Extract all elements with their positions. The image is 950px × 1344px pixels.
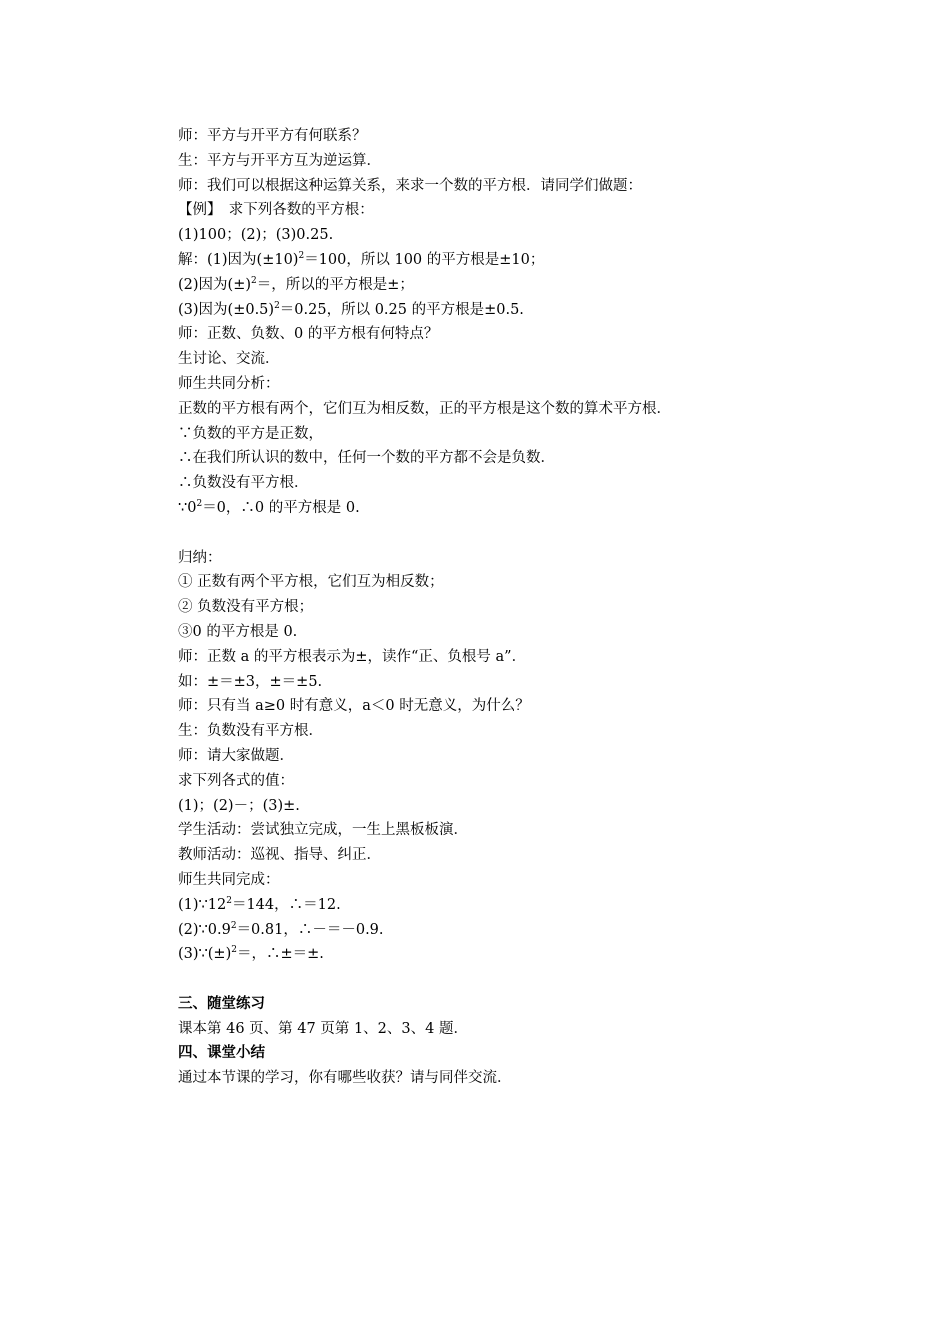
text-line	[178, 893, 798, 918]
text-segment: 解：(1)因为(±10)	[178, 251, 299, 268]
text-segment: (2)∵0.9	[178, 921, 231, 938]
text-line	[178, 942, 798, 967]
solution-line-2	[178, 273, 798, 298]
text-line: 师：我们可以根据这种运算关系，来求一个数的平方根．请同学们做题：	[178, 177, 642, 194]
text-line: 学生活动：尝试独立完成，一生上黑板板演．	[178, 822, 468, 839]
text-line: (1)；(2)－；(3)±.	[178, 797, 300, 814]
solution-line-1	[178, 248, 798, 273]
text-line: 教师活动：巡视、指导、纠正．	[178, 847, 381, 864]
text-segment: ∵0	[178, 499, 197, 516]
text-segment: ＝144，∴＝12.	[231, 896, 341, 913]
text-line: 生：负数没有平方根．	[178, 723, 323, 740]
summary-item: ① 正数有两个平方根，它们互为相反数；	[178, 574, 444, 591]
section-heading: 四、课堂小结	[178, 1044, 265, 1062]
text-line: 师：正数 a 的平方根表示为±，读作“正、负根号 a”．	[178, 648, 527, 665]
blank-line	[178, 967, 798, 992]
text-line: 师生共同分析：	[178, 375, 280, 392]
section-heading: 三、随堂练习	[178, 994, 265, 1012]
example-heading: 【例】 求下列各数的平方根：	[178, 202, 374, 219]
text-segment: ＝0.81，∴－＝－0.9.	[236, 921, 384, 938]
text-line: 师生共同完成：	[178, 871, 280, 888]
superscript: 2	[274, 300, 280, 311]
text-segment: (3)∵(±)	[178, 946, 232, 963]
text-segment: ＝100，所以 100 的平方根是±10；	[304, 251, 545, 268]
text-segment: (3)因为(±0.5)	[178, 301, 275, 318]
text-line	[178, 918, 798, 943]
text-line: 师：平方与开平方有何联系？	[178, 128, 367, 144]
superscript: 2	[298, 250, 305, 261]
text-segment: ＝，所以的平方根是±；	[256, 276, 414, 293]
document-body	[178, 124, 798, 1091]
summary-item: ② 负数没有平方根；	[178, 599, 314, 616]
text-line: 正数的平方根有两个，它们互为相反数，正的平方根是这个数的算术平方根．	[178, 400, 671, 417]
text-line: 师：请大家做题．	[178, 747, 294, 764]
text-line	[178, 496, 798, 521]
text-segment: (2)因为(±)	[178, 276, 252, 293]
text-line: 师：只有当 a≥0 时有意义，a＜0 时无意义，为什么？	[178, 698, 530, 715]
text-line: ∵负数的平方是正数，	[178, 425, 323, 442]
summary-heading: 归纳：	[178, 549, 222, 566]
blank-line	[178, 521, 798, 546]
text-segment: ＝，∴±＝±.	[236, 946, 324, 963]
text-segment: ＝0.25，所以 0.25 的平方根是±0.5.	[279, 301, 524, 318]
text-line: 如：±＝±3，±＝±5.	[178, 673, 323, 690]
text-line: 生讨论、交流．	[178, 351, 280, 368]
summary-item: ③0 的平方根是 0.	[178, 623, 298, 640]
text-segment: ＝0，∴0 的平方根是 0.	[202, 499, 360, 516]
text-line: 通过本节课的学习，你有哪些收获？请与同伴交流．	[178, 1070, 512, 1087]
superscript: 2	[196, 498, 203, 509]
superscript: 2	[251, 275, 257, 286]
text-line: 求下列各式的值：	[178, 772, 294, 789]
solution-line-3	[178, 298, 798, 323]
text-line: (1)100；(2)；(3)0.25.	[178, 227, 334, 244]
text-line: 课本第 46 页、第 47 页第 1、2、3、4 题．	[178, 1020, 468, 1037]
text-line: 生：平方与开平方互为逆运算．	[178, 152, 381, 169]
text-line: ∴负数没有平方根．	[178, 475, 309, 492]
text-line: 师：正数、负数、0 的平方根有何特点？	[178, 326, 439, 343]
superscript: 2	[230, 920, 237, 931]
text-line: ∴在我们所认识的数中，任何一个数的平方都不会是负数．	[178, 450, 555, 467]
superscript: 2	[231, 945, 237, 956]
text-segment: (1)∵12	[178, 896, 227, 913]
superscript: 2	[226, 895, 232, 906]
